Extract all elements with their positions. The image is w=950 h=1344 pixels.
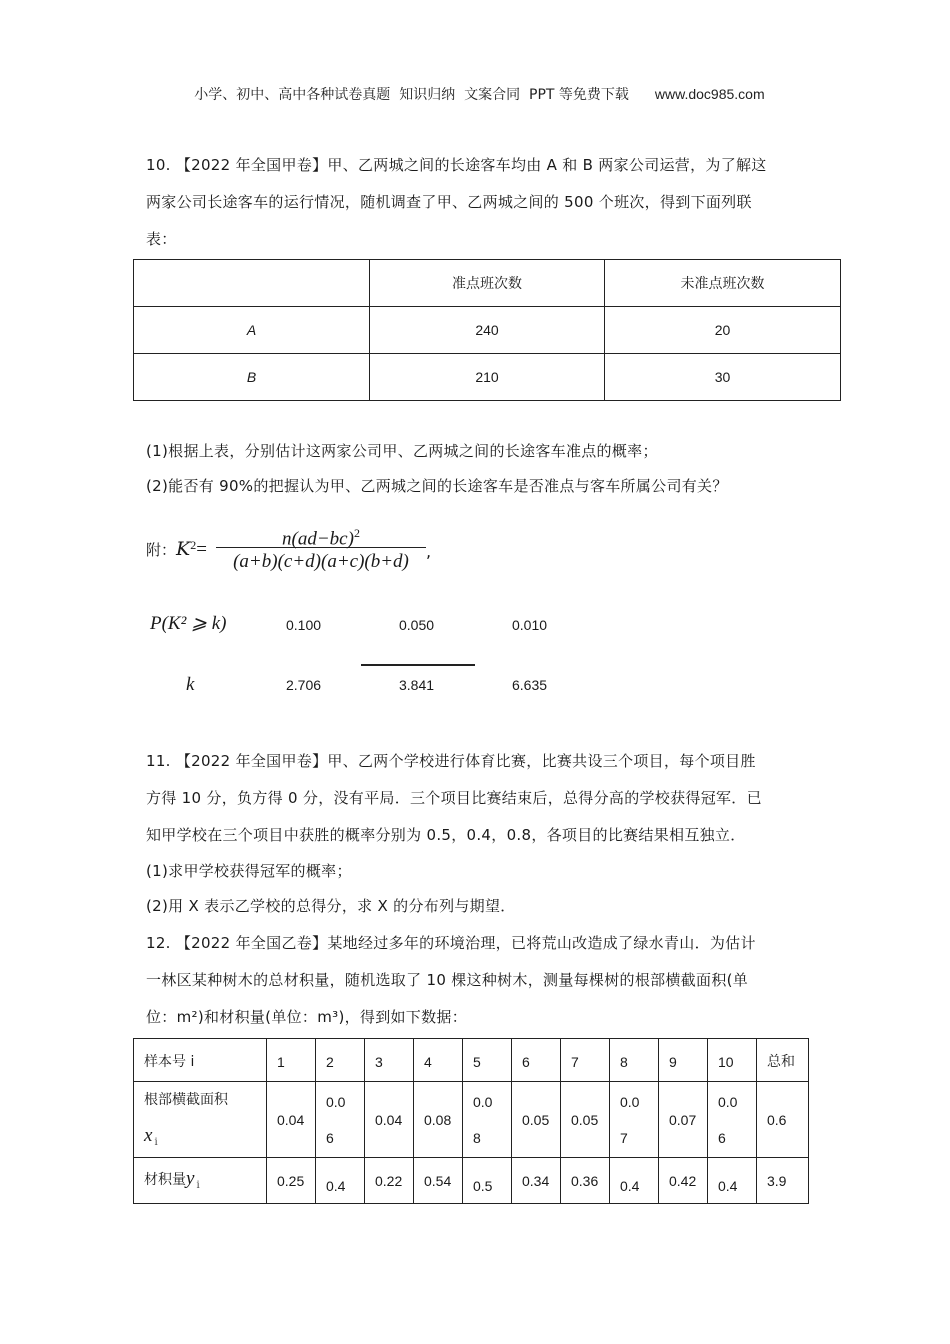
x-cell: 0.04 (267, 1082, 316, 1158)
y-cell: 0.4 (316, 1158, 365, 1204)
formula-suffix: , (426, 542, 432, 561)
table-header-row (134, 260, 841, 307)
x-cell: 0.0 8 (463, 1082, 512, 1158)
q10-line-1: 10. 【2022 年全国甲卷】甲、乙两城之间的长途客车均由 A 和 B 两家公司运营，为了解这 (146, 156, 767, 174)
col-header: 7 (561, 1039, 610, 1082)
k-value-2: 3.841 (399, 677, 435, 693)
col-header: 4 (414, 1039, 463, 1082)
col-header: 3 (365, 1039, 414, 1082)
row-label-a: A (134, 307, 370, 354)
k-row-label: k (186, 674, 195, 695)
formula-prefix: 附： (146, 541, 177, 559)
question-11 (146, 743, 806, 924)
x-cell: 0.04 (365, 1082, 414, 1158)
sample-number-row (134, 1039, 809, 1082)
divider-line (361, 664, 475, 666)
p-value-1: 0.100 (286, 617, 322, 633)
tree-data-table (133, 1038, 809, 1204)
row-label-b: B (134, 354, 370, 401)
q11-line-3: 知甲学校在三个项目中获胜的概率分别为 0.5，0.4，0.8，各项目的比赛结果相互独立． (146, 826, 746, 844)
question-12 (146, 925, 806, 1036)
row-label-cross-section: 根部横截面积 x $_i$ (134, 1082, 267, 1158)
row-label-sample: 样本号 i (134, 1039, 267, 1082)
q11-sub-1: (1)求甲学校获得冠军的概率； (146, 862, 352, 880)
col-header: 1 (267, 1039, 316, 1082)
col-header: 5 (463, 1039, 512, 1082)
cell-a-not-on-time: 20 (605, 307, 841, 354)
col-header: 9 (659, 1039, 708, 1082)
page-header (0, 68, 950, 104)
q12-line-2: 一林区某种树木的总材积量，随机选取了 10 棵这种树木，测量每棵树的根部横截面积(单 (146, 971, 749, 989)
table-row (134, 354, 841, 401)
y-cell: 0.25 (267, 1158, 316, 1204)
y-cell: 0.22 (365, 1158, 414, 1204)
p-value-2: 0.050 (399, 617, 435, 633)
table-row (134, 307, 841, 354)
x-total-cell: 0.6 (757, 1082, 809, 1158)
x-cell: 0.05 (512, 1082, 561, 1158)
formula-lhs: K (176, 538, 191, 560)
q11-sub-2: (2)用 X 表示乙学校的总得分，求 X 的分布列与期望． (146, 897, 516, 915)
header-text: 小学、初中、高中各种试卷真题 知识归纳 文案合同 PPT 等免费下载 (194, 87, 629, 103)
col-header: 10 (708, 1039, 757, 1082)
p-row-label: P(K² ⩾ k) (150, 613, 227, 634)
cross-section-row (134, 1082, 809, 1158)
header-cell-not-on-time: 未准点班次数 (605, 260, 841, 307)
k-value-3: 6.635 (512, 677, 548, 693)
x-cell: 0.08 (414, 1082, 463, 1158)
formula-numerator: $n(ad-bc)^2$ (282, 526, 360, 550)
q10-line-3: 表： (146, 230, 177, 248)
y-cell: 0.42 (659, 1158, 708, 1204)
q12-line-1: 12. 【2022 年全国乙卷】某地经过多年的环境治理，已将荒山改造成了绿水青山．为估计 (146, 934, 756, 952)
y-cell: 0.54 (414, 1158, 463, 1204)
volume-row (134, 1158, 809, 1204)
col-header: 2 (316, 1039, 365, 1082)
q12-line-3: 位：m²)和材积量(单位：m³)，得到如下数据： (146, 1008, 468, 1026)
x-cell: 0.0 7 (610, 1082, 659, 1158)
y-cell: 0.4 (708, 1158, 757, 1204)
x-cell: 0.07 (659, 1082, 708, 1158)
q10-sub-2: (2)能否有 90%的把握认为甲、乙两城之间的长途客车是否准点与客车所属公司有关？ (146, 477, 728, 495)
question-10 (146, 147, 806, 258)
col-header: 6 (512, 1039, 561, 1082)
x-cell: 0.0 6 (708, 1082, 757, 1158)
q10-subquestions (146, 434, 806, 504)
y-cell: 0.36 (561, 1158, 610, 1204)
q11-line-1: 11. 【2022 年全国甲卷】甲、乙两个学校进行体育比赛，比赛共设三个项目，每个项目胜 (146, 752, 756, 770)
contingency-table (133, 259, 841, 401)
q10-sub-1: (1)根据上表，分别估计这两家公司甲、乙两城之间的长途客车准点的概率； (146, 442, 658, 460)
y-cell: 0.34 (512, 1158, 561, 1204)
y-cell: 0.4 (610, 1158, 659, 1204)
cell-b-on-time: 210 (370, 354, 605, 401)
header-cell-empty (134, 260, 370, 307)
y-total-cell: 3.9 (757, 1158, 809, 1204)
row-label-volume: 材积量y $_i$ (134, 1158, 267, 1204)
x-cell: 0.0 6 (316, 1082, 365, 1158)
col-header-total: 总和 (757, 1039, 809, 1082)
q10-line-2: 两家公司长途客车的运行情况，随机调查了甲、乙两城之间的 500 个班次，得到下面列联 (146, 193, 752, 211)
cell-a-on-time: 240 (370, 307, 605, 354)
header-url[interactable]: www.doc985.com (654, 86, 765, 102)
p-value-3: 0.010 (512, 617, 548, 633)
y-cell: 0.5 (463, 1158, 512, 1204)
k-value-1: 2.706 (286, 677, 322, 693)
col-header: 8 (610, 1039, 659, 1082)
header-cell-on-time: 准点班次数 (370, 260, 605, 307)
formula-denominator: (a+b)(c+d)(a+c)(b+d) (233, 551, 409, 573)
x-cell: 0.05 (561, 1082, 610, 1158)
cell-b-not-on-time: 30 (605, 354, 841, 401)
q11-line-2: 方得 10 分，负方得 0 分，没有平局．三个项目比赛结束后，总得分高的学校获得冠军．已 (146, 789, 762, 807)
